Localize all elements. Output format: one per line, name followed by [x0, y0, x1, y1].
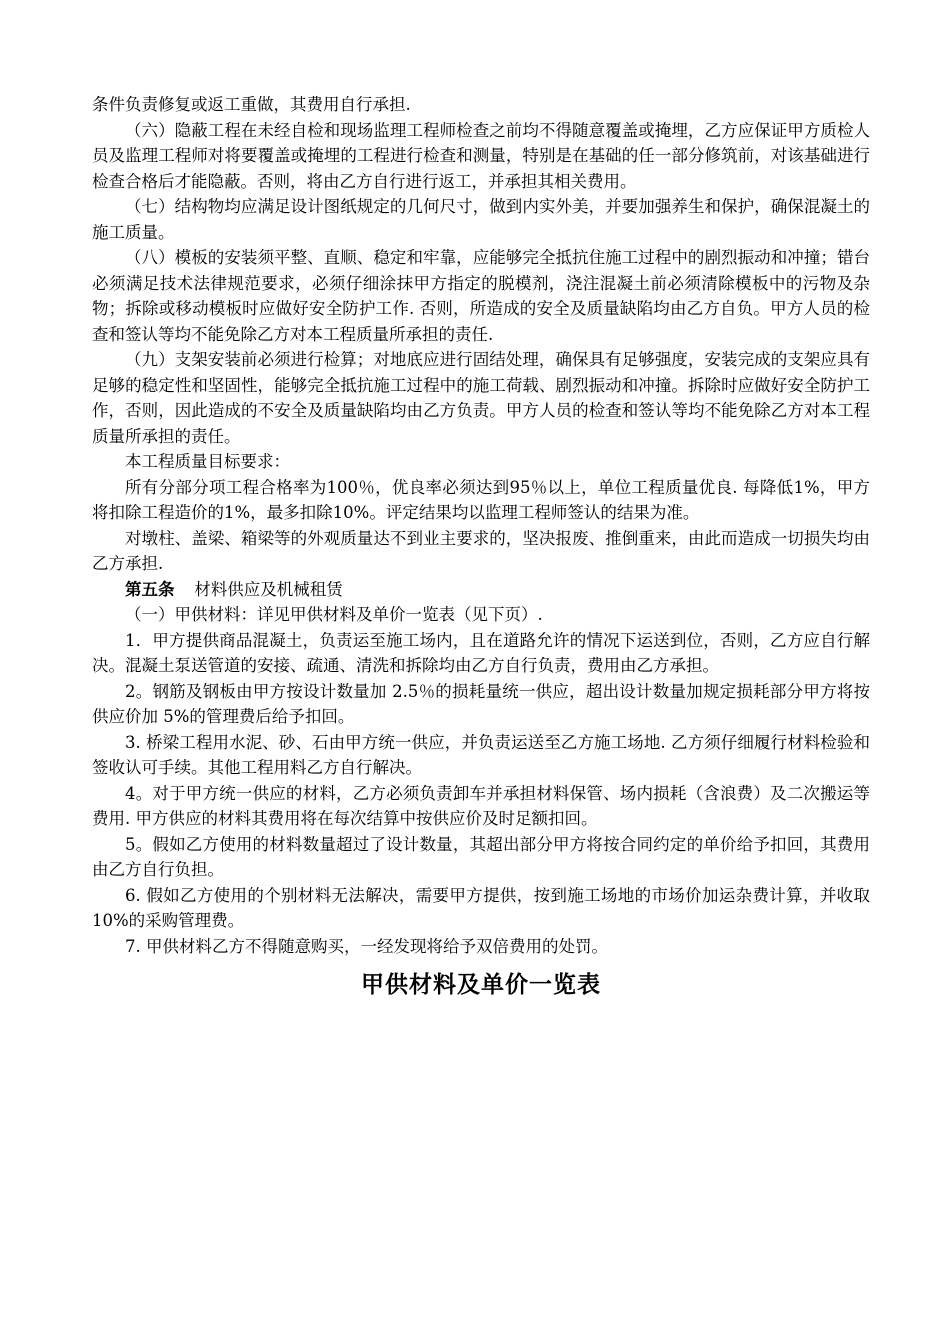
supply-item-6: 6. 假如乙方使用的个别材料无法解决，需要甲方提供，按到施工场地的市场价加运杂费计算，并收取 10%的采购管理费。 — [92, 885, 870, 930]
table-title: 甲供材料及单价一览表 — [361, 971, 601, 998]
quality-target-rate: 所有分部分项工程合格率为100％，优良率必须达到95％以上，单位工程质量优良. 每降低1%，甲方将扣除工程造价的1%，最多扣除10%。评定结果均以监理工程师签认的结果为准。 — [92, 477, 870, 522]
supply-item-5: 5。假如乙方使用的材料数量超过了设计数量，其超出部分甲方将按合同约定的单价给予扣回，其费用由乙方自行负担。 — [92, 834, 870, 879]
article-5-heading — [92, 577, 870, 603]
paragraph-clause-8: （八）模板的安装须平整、直顺、稳定和牢靠，应能够完全抵抗住施工过程中的剧烈振动和冲撞；错台必须满足技术法律规范要求，必须仔细涂抹甲方指定的脱模剂，浇注混凝土前必须清除模板中的污物及杂物；拆除或移动模板时应做好安全防护工作. 否则，所造成的安全及质量缺陷均由乙方自负。甲方人员的检查和签认等均不能免除乙方对本工程质量所承担的责任. — [92, 248, 870, 344]
supply-item-4: 4。对于甲方统一供应的材料，乙方必须负责卸车并承担材料保管、场内损耗（含浪费）及二次搬运等费用. 甲方供应的材料其费用将在每次结算中按供应价及时足额扣回。 — [92, 783, 870, 828]
supply-item-2: 2。钢筋及钢板由甲方按设计数量加 2.5％的损耗量统一供应，超出设计数量加规定损耗部分甲方将按供应价加 5%的管理费后给予扣回。 — [92, 681, 870, 726]
paragraph-clause-9: （九）支架安装前必须进行检算；对地底应进行固结处理，确保具有足够强度，安装完成的支架应具有足够的稳定性和坚固性，能够完全抵抗施工过程中的施工荷载、剧烈振动和冲撞。拆除时应做好安全防护工作，否则，因此造成的不安全及质量缺陷均由乙方负责。甲方人员的检查和签认等均不能免除乙方对本工程质量所承担的责任。 — [92, 350, 870, 446]
quality-appearance: 对墩柱、盖梁、箱梁等的外观质量达不到业主要求的，坚决报废、推倒重来，由此而造成一切损失均由乙方承担. — [92, 528, 870, 573]
supply-item-1: 1．甲方提供商品混凝土，负责运至施工场内，且在道路允许的情况下运送到位，否则，乙方应自行解决。混凝土泵送管道的安接、疏通、清洗和拆除均由乙方自行负责，费用由乙方承担。 — [92, 630, 870, 675]
supply-materials-intro: （一）甲供材料：详见甲供材料及单价一览表（见下页）. — [125, 605, 543, 624]
paragraph-continuation: 条件负责修复或返工重做，其费用自行承担. — [92, 95, 411, 114]
article-5-number: 第五条 — [125, 579, 175, 599]
paragraph-clause-7: （七）结构物均应满足设计图纸规定的几何尺寸，做到内实外美，并要加强养生和保护，确保混凝土的施工质量。 — [92, 197, 870, 242]
supply-item-7: 7. 甲供材料乙方不得随意购买，一经发现将给予双倍费用的处罚。 — [125, 936, 608, 956]
article-5-title: 材料供应及机械租赁 — [194, 579, 343, 599]
paragraph-clause-6: （六）隐蔽工程在未经自检和现场监理工程师检查之前均不得随意覆盖或掩埋，乙方应保证甲方质检人员及监理工程师对将要覆盖或掩埋的工程进行检查和测量，特别是在基础的任一部分修筑前，对该基础进行检查合格后才能隐蔽。否则，将由乙方自行进行返工，并承担其相关费用。 — [92, 120, 870, 191]
supply-item-3: 3. 桥梁工程用水泥、砂、石由甲方统一供应，并负责运送至乙方施工场地. 乙方须仔细履行材料检验和签收认可手续。其他工程用料乙方自行解决。 — [92, 732, 870, 777]
quality-target-heading: 本工程质量目标要求： — [125, 452, 290, 471]
